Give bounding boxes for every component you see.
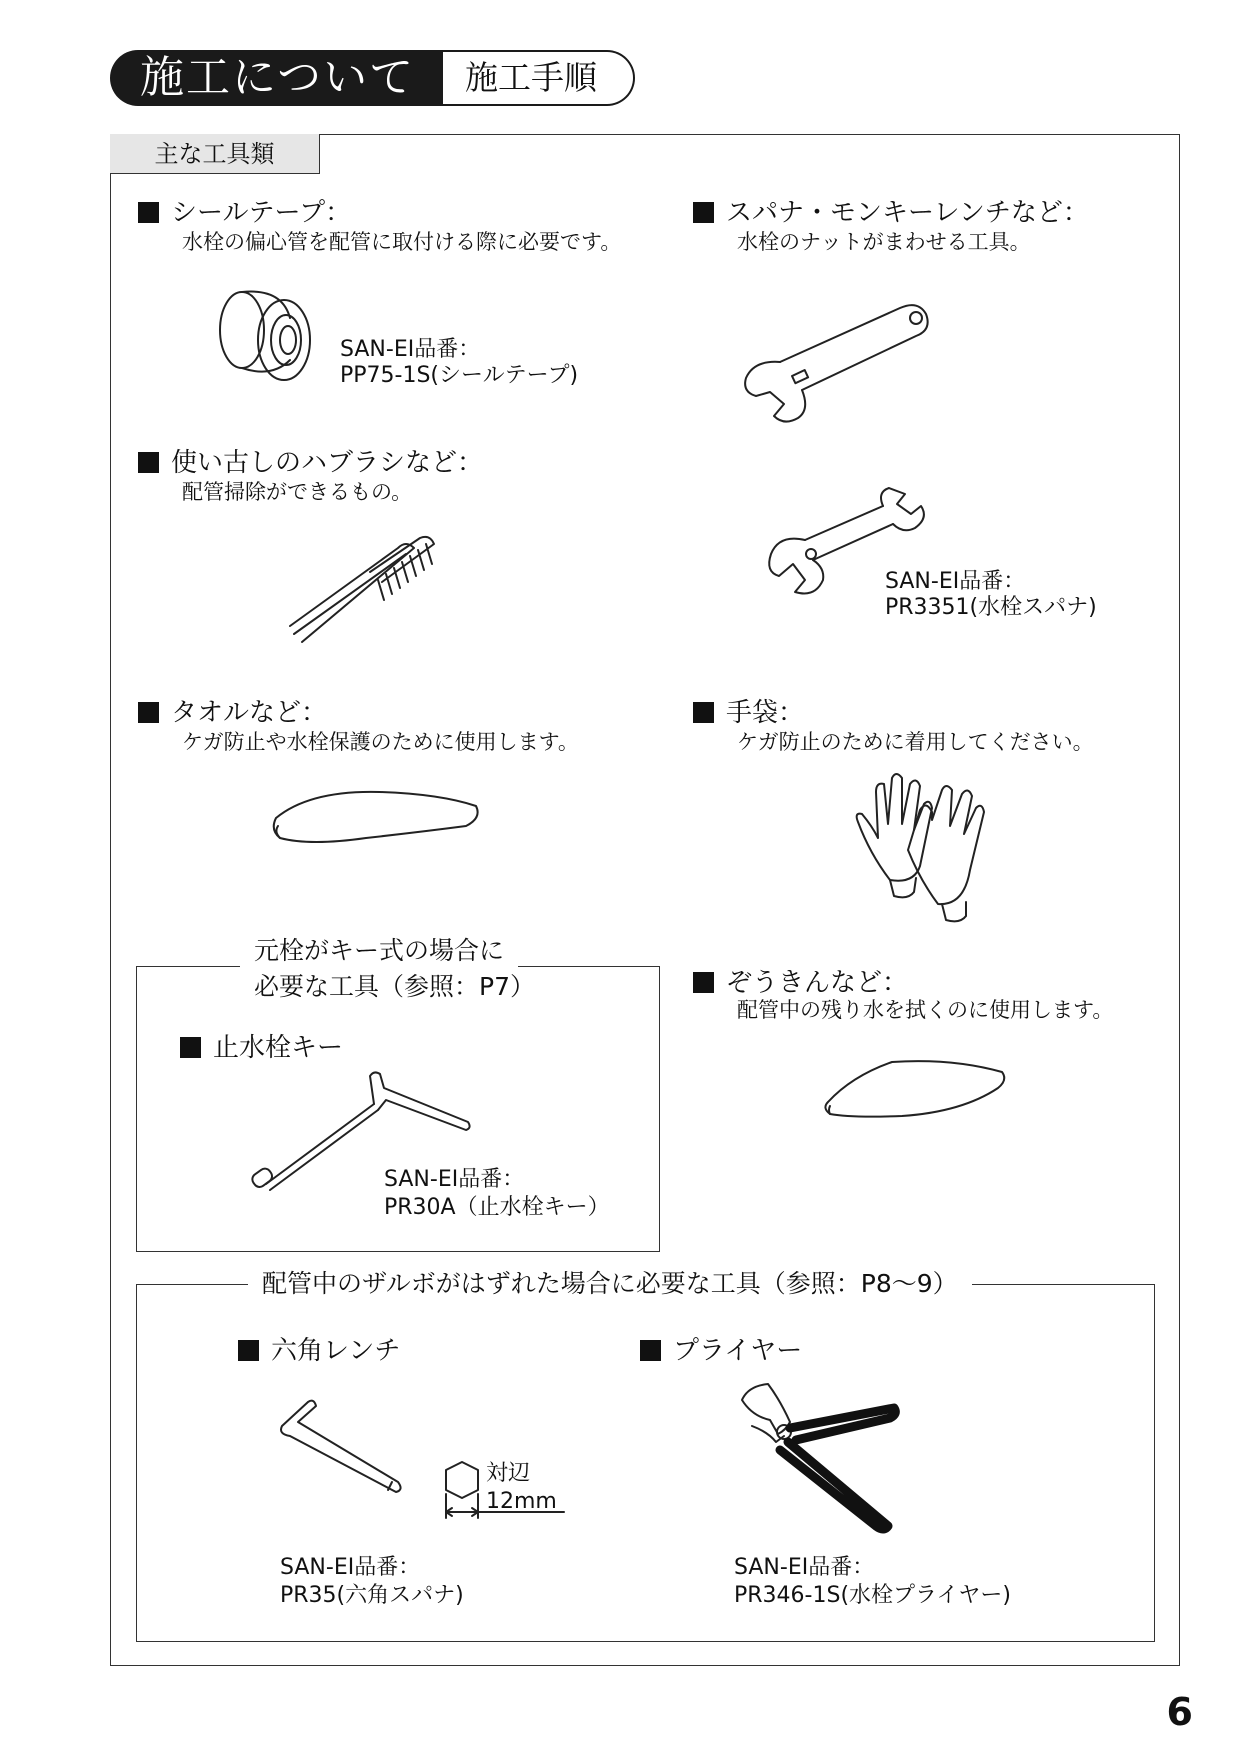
rag-icon xyxy=(822,1058,1010,1120)
brush-heading: 使い古しのハブラシなど： xyxy=(138,442,483,479)
topic-title: 施工手順 xyxy=(443,50,635,106)
towel-heading: タオルなど： xyxy=(138,692,327,729)
pliers-heading: プライヤー xyxy=(640,1330,802,1367)
spanner-part-no: PR3351(水栓スパナ) xyxy=(885,595,1097,620)
pliers-icon xyxy=(738,1380,898,1530)
bullet-square-icon xyxy=(138,702,159,723)
bullet-square-icon xyxy=(693,202,714,223)
seal-tape-desc: 水栓の偏心管を配管に取付ける際に必要です。 xyxy=(182,230,622,254)
seal-tape-part-label: SAN-EI品番： xyxy=(340,337,481,362)
bullet-square-icon xyxy=(693,972,714,993)
spanner-desc: 水栓のナットがまわせる工具。 xyxy=(737,230,1031,254)
gloves-icon xyxy=(850,770,1000,930)
gloves-heading: 手袋： xyxy=(693,692,804,729)
bullet-square-icon xyxy=(640,1340,661,1361)
frame-title: 主な工具類 xyxy=(110,134,320,174)
key-part-no: PR30A（止水栓キー） xyxy=(384,1195,610,1220)
pliers-part-label: SAN-EI品番： xyxy=(734,1555,875,1580)
hex-part-no: PR35(六角スパナ) xyxy=(280,1583,464,1608)
toothbrush-icon xyxy=(290,530,450,655)
hex-heading: 六角レンチ xyxy=(238,1330,400,1367)
rag-heading: ぞうきんなど： xyxy=(693,962,908,999)
key-box-caption-1: 元栓がキー式の場合に xyxy=(240,934,518,968)
seal-tape-heading: シールテープ： xyxy=(138,192,351,229)
bullet-square-icon xyxy=(693,702,714,723)
hex-wrench-icon xyxy=(278,1396,408,1496)
bullet-square-icon xyxy=(138,202,159,223)
spanner-heading: スパナ・モンキーレンチなど： xyxy=(693,192,1089,229)
hex-dim-value: 12mm xyxy=(486,1489,557,1514)
seal-tape-icon xyxy=(212,282,312,394)
key-heading: 止水栓キー xyxy=(180,1027,343,1064)
page-number: 6 xyxy=(1166,1690,1193,1734)
bullet-square-icon xyxy=(138,452,159,473)
gloves-desc: ケガ防止のために着用してください。 xyxy=(737,730,1094,754)
pliers-part-no: PR346-1S(水栓プライヤー) xyxy=(734,1583,1011,1608)
bullet-square-icon xyxy=(180,1037,201,1058)
key-box-caption-2: 必要な工具（参照：P7） xyxy=(240,970,549,1004)
zalbo-box-caption: 配管中のザルボがはずれた場合に必要な工具（参照：P8～9） xyxy=(248,1267,972,1301)
seal-tape-part-no: PP75-1S(シールテープ) xyxy=(340,363,579,388)
brush-desc: 配管掃除ができるもの。 xyxy=(182,480,413,504)
towel-desc: ケガ防止や水栓保護のために使用します。 xyxy=(182,730,579,754)
rag-desc: 配管中の残り水を拭くのに使用します。 xyxy=(737,998,1114,1022)
spanner-part-label: SAN-EI品番： xyxy=(885,569,1026,594)
key-part-label: SAN-EI品番： xyxy=(384,1167,525,1192)
section-title: 施工について xyxy=(110,50,445,106)
bullet-square-icon xyxy=(238,1340,259,1361)
towel-icon xyxy=(270,788,480,850)
hex-part-label: SAN-EI品番： xyxy=(280,1555,421,1580)
monkey-wrench-icon xyxy=(740,300,940,430)
hex-dim-label: 対辺 xyxy=(486,1461,531,1486)
